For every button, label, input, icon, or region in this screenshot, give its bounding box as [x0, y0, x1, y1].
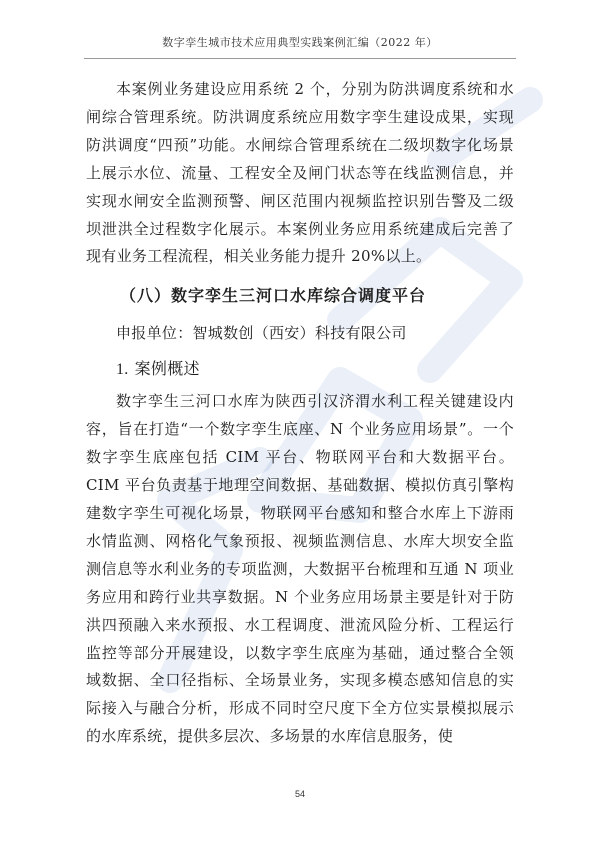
subsection-title: 案例概述	[134, 359, 200, 379]
body-paragraph: 本案例业务建设应用系统 2 个，分别为防洪调度系统和水闸综合管理系统。防洪调度系统应用数字孪生建设成果，实现防洪调度“四预”功能。水闸综合管理系统在二级坝数字化场景上展示水位、流量、工程安全及闸门状态等在线监测信息，并实现水闸安全监测预警、闸区范围内视频监控识别告警及二级坝泄洪全过程数字化展示。本案例业务应用系统建成后完善了现有业务工程流程，相关业务能力提升 20%以上。	[86, 80, 514, 266]
subsection-number: 1.	[116, 361, 129, 379]
body-paragraph: 数字孪生三河口水库为陕西引汉济渭水利工程关键建设内容，旨在打造“一个数字孪生底座、N 个业务应用场景”。一个数字孪生底座包括 CIM 平台、物联网平台和大数据平台。CIM 平台负责基于地理空间数据、基础数据、模拟仿真引擎构建数字孪生可视化场景，物联网平台感知和整合水库上下游雨水情监测、网格化气象预报、视频监测信息、水库大坝安全监测信息等水利业务的专项监测，大数据平台梳理和互通 N 项业务应用和跨行业共享数据。N 个业务应用场景主要是针对于防洪四预融入来水预报、水工程调度、泄流风险分析、工程运行监控等部分开展建设，以数字孪生底座为基础，通过整合全领域数据、全口径指标、全场景业务，实现多模态感知信息的实际接入与融合分析，形成不同时空尺度下全方位实景模拟展示的水库系统，提供多层次、多场景的水库信息服务，使	[86, 392, 514, 746]
section-heading: （八）数字孪生三河口水库综合调度平台	[120, 286, 427, 306]
page-body	[86, 76, 514, 751]
header-divider	[84, 58, 516, 59]
running-header: 数字孪生城市技术应用典型实践案例汇编（2022 年）	[162, 36, 438, 49]
reporting-unit: 申报单位：智城数创（西安）科技有限公司	[116, 324, 407, 343]
page-number: 54	[294, 789, 305, 799]
subsection-heading	[86, 355, 514, 384]
